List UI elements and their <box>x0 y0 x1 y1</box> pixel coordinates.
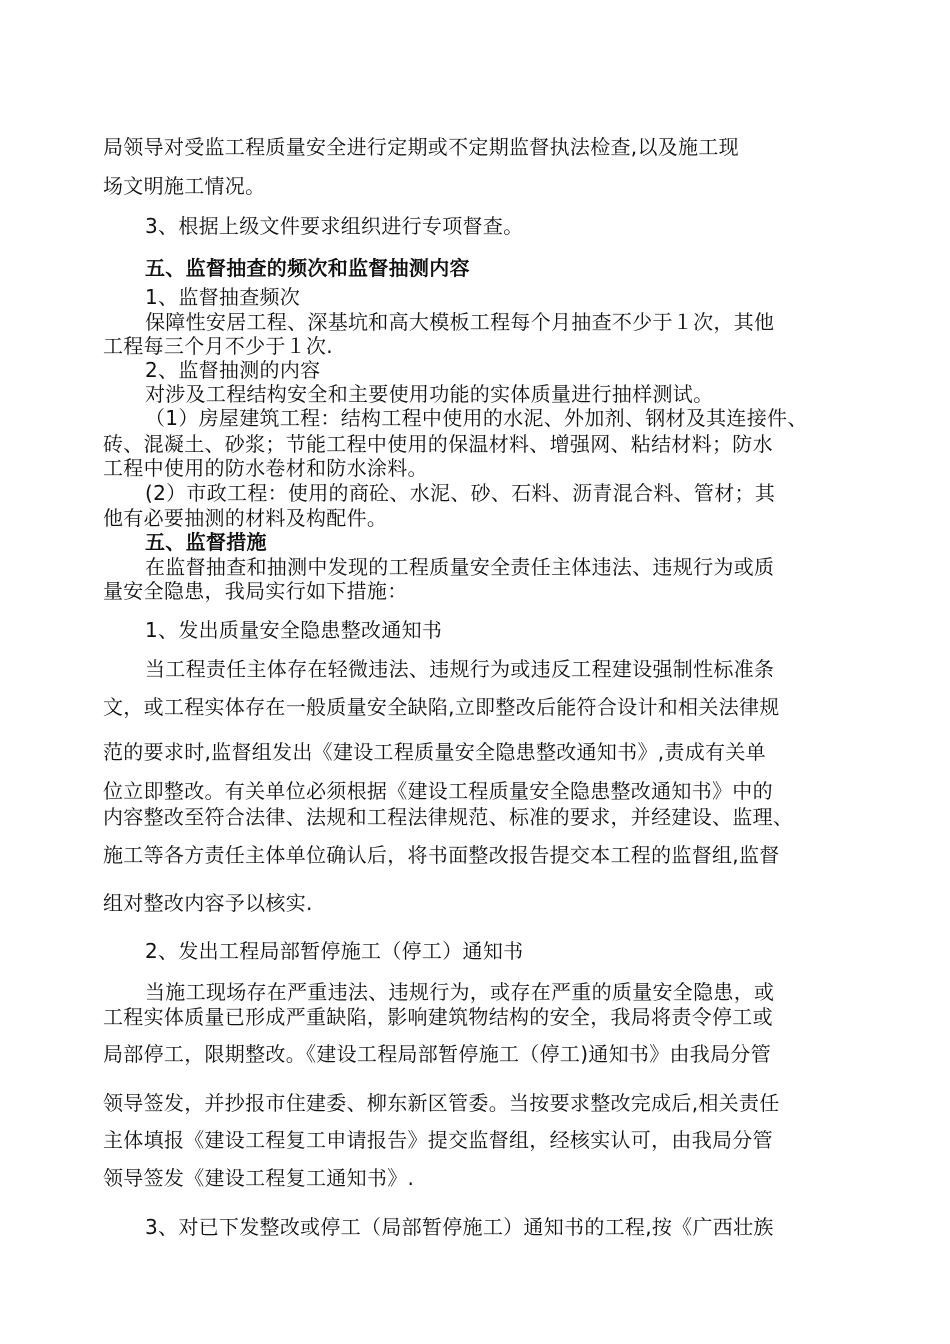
paragraph-line: 工程实体质量已形成严重缺陷，影响建筑物结构的安全，我局将责令停工或 <box>103 1005 773 1029</box>
subheading: 2、发出工程局部暂停施工（停工）通知书 <box>145 939 524 963</box>
paragraph-line: 场文明施工情况。 <box>103 174 266 198</box>
paragraph-line: 局部停工，限期整改。《建设工程局部暂停施工（停工)通知书》由我局分管 <box>103 1042 772 1066</box>
paragraph-line: 工程中使用的防水卷材和防水涂料。 <box>103 456 428 480</box>
paragraph-line: (2）市政工程：使用的商砼、水泥、砂、石料、沥青混合料、管材；其 <box>145 481 776 505</box>
paragraph-line: 范的要求时,监督组发出《建设工程质量安全隐患整改通知书》,责成有关单 <box>103 740 766 764</box>
paragraph-line: 位立即整改。有关单位必须根据《建设工程质量安全隐患整改通知书》中的 <box>103 779 773 803</box>
paragraph-line: 他有必要抽测的材料及构配件。 <box>103 506 388 530</box>
paragraph-line: 工程每三个月不少于１次. <box>103 334 333 358</box>
paragraph-line: 对涉及工程结构安全和主要使用功能的实体质量进行抽样测试。 <box>145 382 714 406</box>
section-heading: 五、监督措施 <box>145 530 267 554</box>
subheading: 2、监督抽测的内容 <box>145 358 321 382</box>
section-heading: 五、监督抽查的频次和监督抽测内容 <box>145 256 470 280</box>
subheading: 1、发出质量安全隐患整改通知书 <box>145 618 443 642</box>
paragraph-line: 组对整改内容予以核实. <box>103 891 313 915</box>
paragraph-line: 内容整改至符合法律、法规和工程法律规范、标准的要求，并经建设、监理、 <box>103 805 794 829</box>
paragraph-line: 主体填报《建设工程复工申请报告》提交监督组，经核实认可，由我局分管 <box>103 1128 773 1152</box>
list-item: 3、根据上级文件要求组织进行专项督查。 <box>145 214 524 238</box>
paragraph-line: 文，或工程实体存在一般质量安全缺陷,立即整改后能符合设计和相关法律规 <box>103 695 780 719</box>
subheading: 1、监督抽查频次 <box>145 285 301 309</box>
paragraph-line: 局领导对受监工程质量安全进行定期或不定期监督执法检查,以及施工现 <box>103 135 739 159</box>
paragraph-line: 领导签发《建设工程复工通知书》. <box>103 1166 415 1190</box>
list-item: 3、对已下发整改或停工（局部暂停施工）通知书的工程,按《广西壮族 <box>145 1215 774 1239</box>
paragraph-line: 当工程责任主体存在轻微违法、违规行为或违反工程建设强制性标准条 <box>145 657 775 681</box>
paragraph-line: 保障性安居工程、深基坑和高大模板工程每个月抽查不少于１次，其他 <box>145 310 775 334</box>
paragraph-line: 在监督抽查和抽测中发现的工程质量安全责任主体违法、违规行为或质 <box>145 555 775 579</box>
paragraph-line: （1）房屋建筑工程：结构工程中使用的水泥、外加剂、钢材及其连接件、 <box>145 406 808 430</box>
paragraph-line: 砖、混凝土、砂浆；节能工程中使用的保温材料、增强网、粘结材料；防水 <box>103 432 773 456</box>
paragraph-line: 量安全隐患，我局实行如下措施： <box>103 579 408 603</box>
paragraph-line: 施工等各方责任主体单位确认后，将书面整改报告提交本工程的监督组,监督 <box>103 843 780 867</box>
paragraph-line: 领导签发，并抄报市住建委、柳东新区管委。当按要求整改完成后,相关责任 <box>103 1091 780 1115</box>
paragraph-line: 当施工现场存在严重违法、违规行为，或存在严重的质量安全隐患，或 <box>145 980 775 1004</box>
